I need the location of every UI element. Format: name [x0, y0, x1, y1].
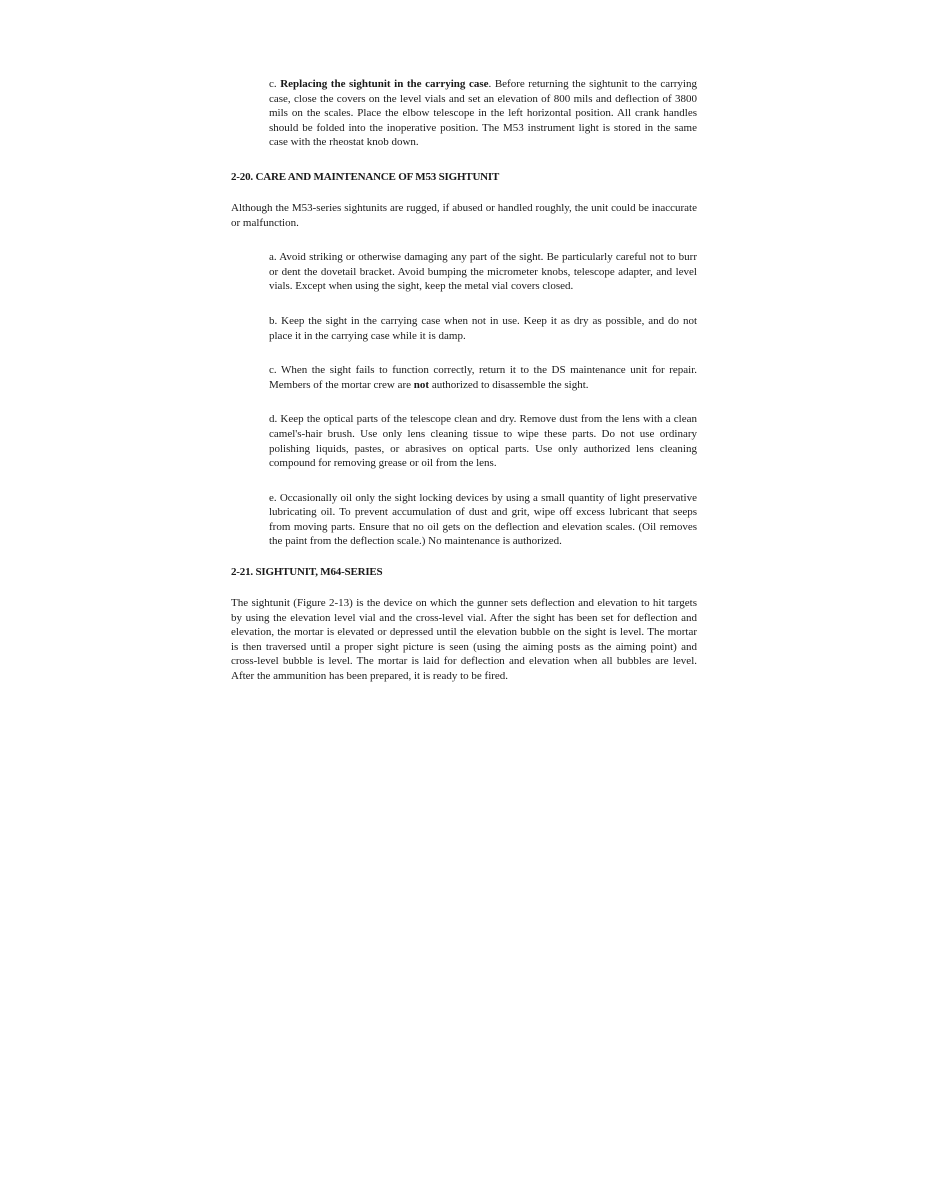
list-item-c-pre: c. When the sight fails to function correctly, return it to the DS maintenance unit for repair. Members of the mortar crew are: [269, 364, 697, 391]
section-intro-2-20: Although the M53-series sightunits are rugged, if abused or handled roughly, the unit could be inaccurate or malfunction.: [231, 201, 697, 229]
list-item-b: b. Keep the sight in the carrying case when not in use. Keep it as dry as possible, and do not place it in the carrying case while it is damp.: [269, 314, 697, 342]
paragraph-prefix: c.: [269, 78, 281, 90]
paragraph-replacing-sightunit: [269, 77, 697, 150]
list-item-c-post: authorized to disassemble the sight.: [429, 378, 589, 391]
paragraph-subheading: Replacing the sightunit in the carrying case: [280, 78, 489, 90]
list-item-a: a. Avoid striking or otherwise damaging any part of the sight. Be particularly careful not to burr or dent the dovetail bracket. Avoid bumping the micrometer knobs, telescope adapter, and level vials. Except when using the sight, keep the metal vial covers closed.: [269, 251, 697, 293]
list-item-e: e. Occasionally oil only the sight locking devices by using a small quantity of light preservative lubricating oil. To prevent accumulation of dust and grit, wipe off excess lubricant that seeps from moving parts. Ensure that no oil gets on the deflection and elevation scales. (Oil removes the paint from the deflection scale.) No maintenance is authorized.: [269, 491, 697, 548]
paragraph-text: . Before returning the sightunit to the carrying case, close the covers on the level vials and set an elevation of 800 mils and deflection of 3800 mils on the scales. Place the elbow telescope in the left horizontal position. All crank handles should be folded into the inoperative position. The M53 instrument light is stored in the same case with the rheostat knob down.: [269, 78, 697, 149]
section-heading-2-21: 2-21. SIGHTUNIT, M64-SERIES: [231, 566, 383, 579]
section-body-2-21: The sightunit (Figure 2-13) is the device on which the gunner sets deflection and elevation to hit targets by using the elevation level vial and the cross-level vial. After the sight has been set for deflection and elevation, the mortar is elevated or depressed until the elevation bubble on the sight is level. The mortar is then traversed until a proper sight picture is seen (using the aiming posts as the aiming point) and cross-level bubble is level. The mortar is laid for deflection and elevation when all bubbles are level. After the ammunition has been prepared, it is ready to be fired.: [231, 597, 697, 683]
emphasis-not: not: [413, 378, 430, 391]
section-heading-2-20: 2-20. CARE AND MAINTENANCE OF M53 SIGHTUNIT: [231, 170, 500, 183]
list-item-c: [269, 363, 697, 392]
document-page: [231, 77, 697, 684]
list-item-d: d. Keep the optical parts of the telescope clean and dry. Remove dust from the lens with a clean camel's-hair brush. Use only lens cleaning tissue to wipe these parts. Do not use ordinary polishing liquids, pastes, or abrasives on optical parts. Use only authorized lens cleaning compound for removing grease or oil from the lens.: [269, 413, 697, 470]
